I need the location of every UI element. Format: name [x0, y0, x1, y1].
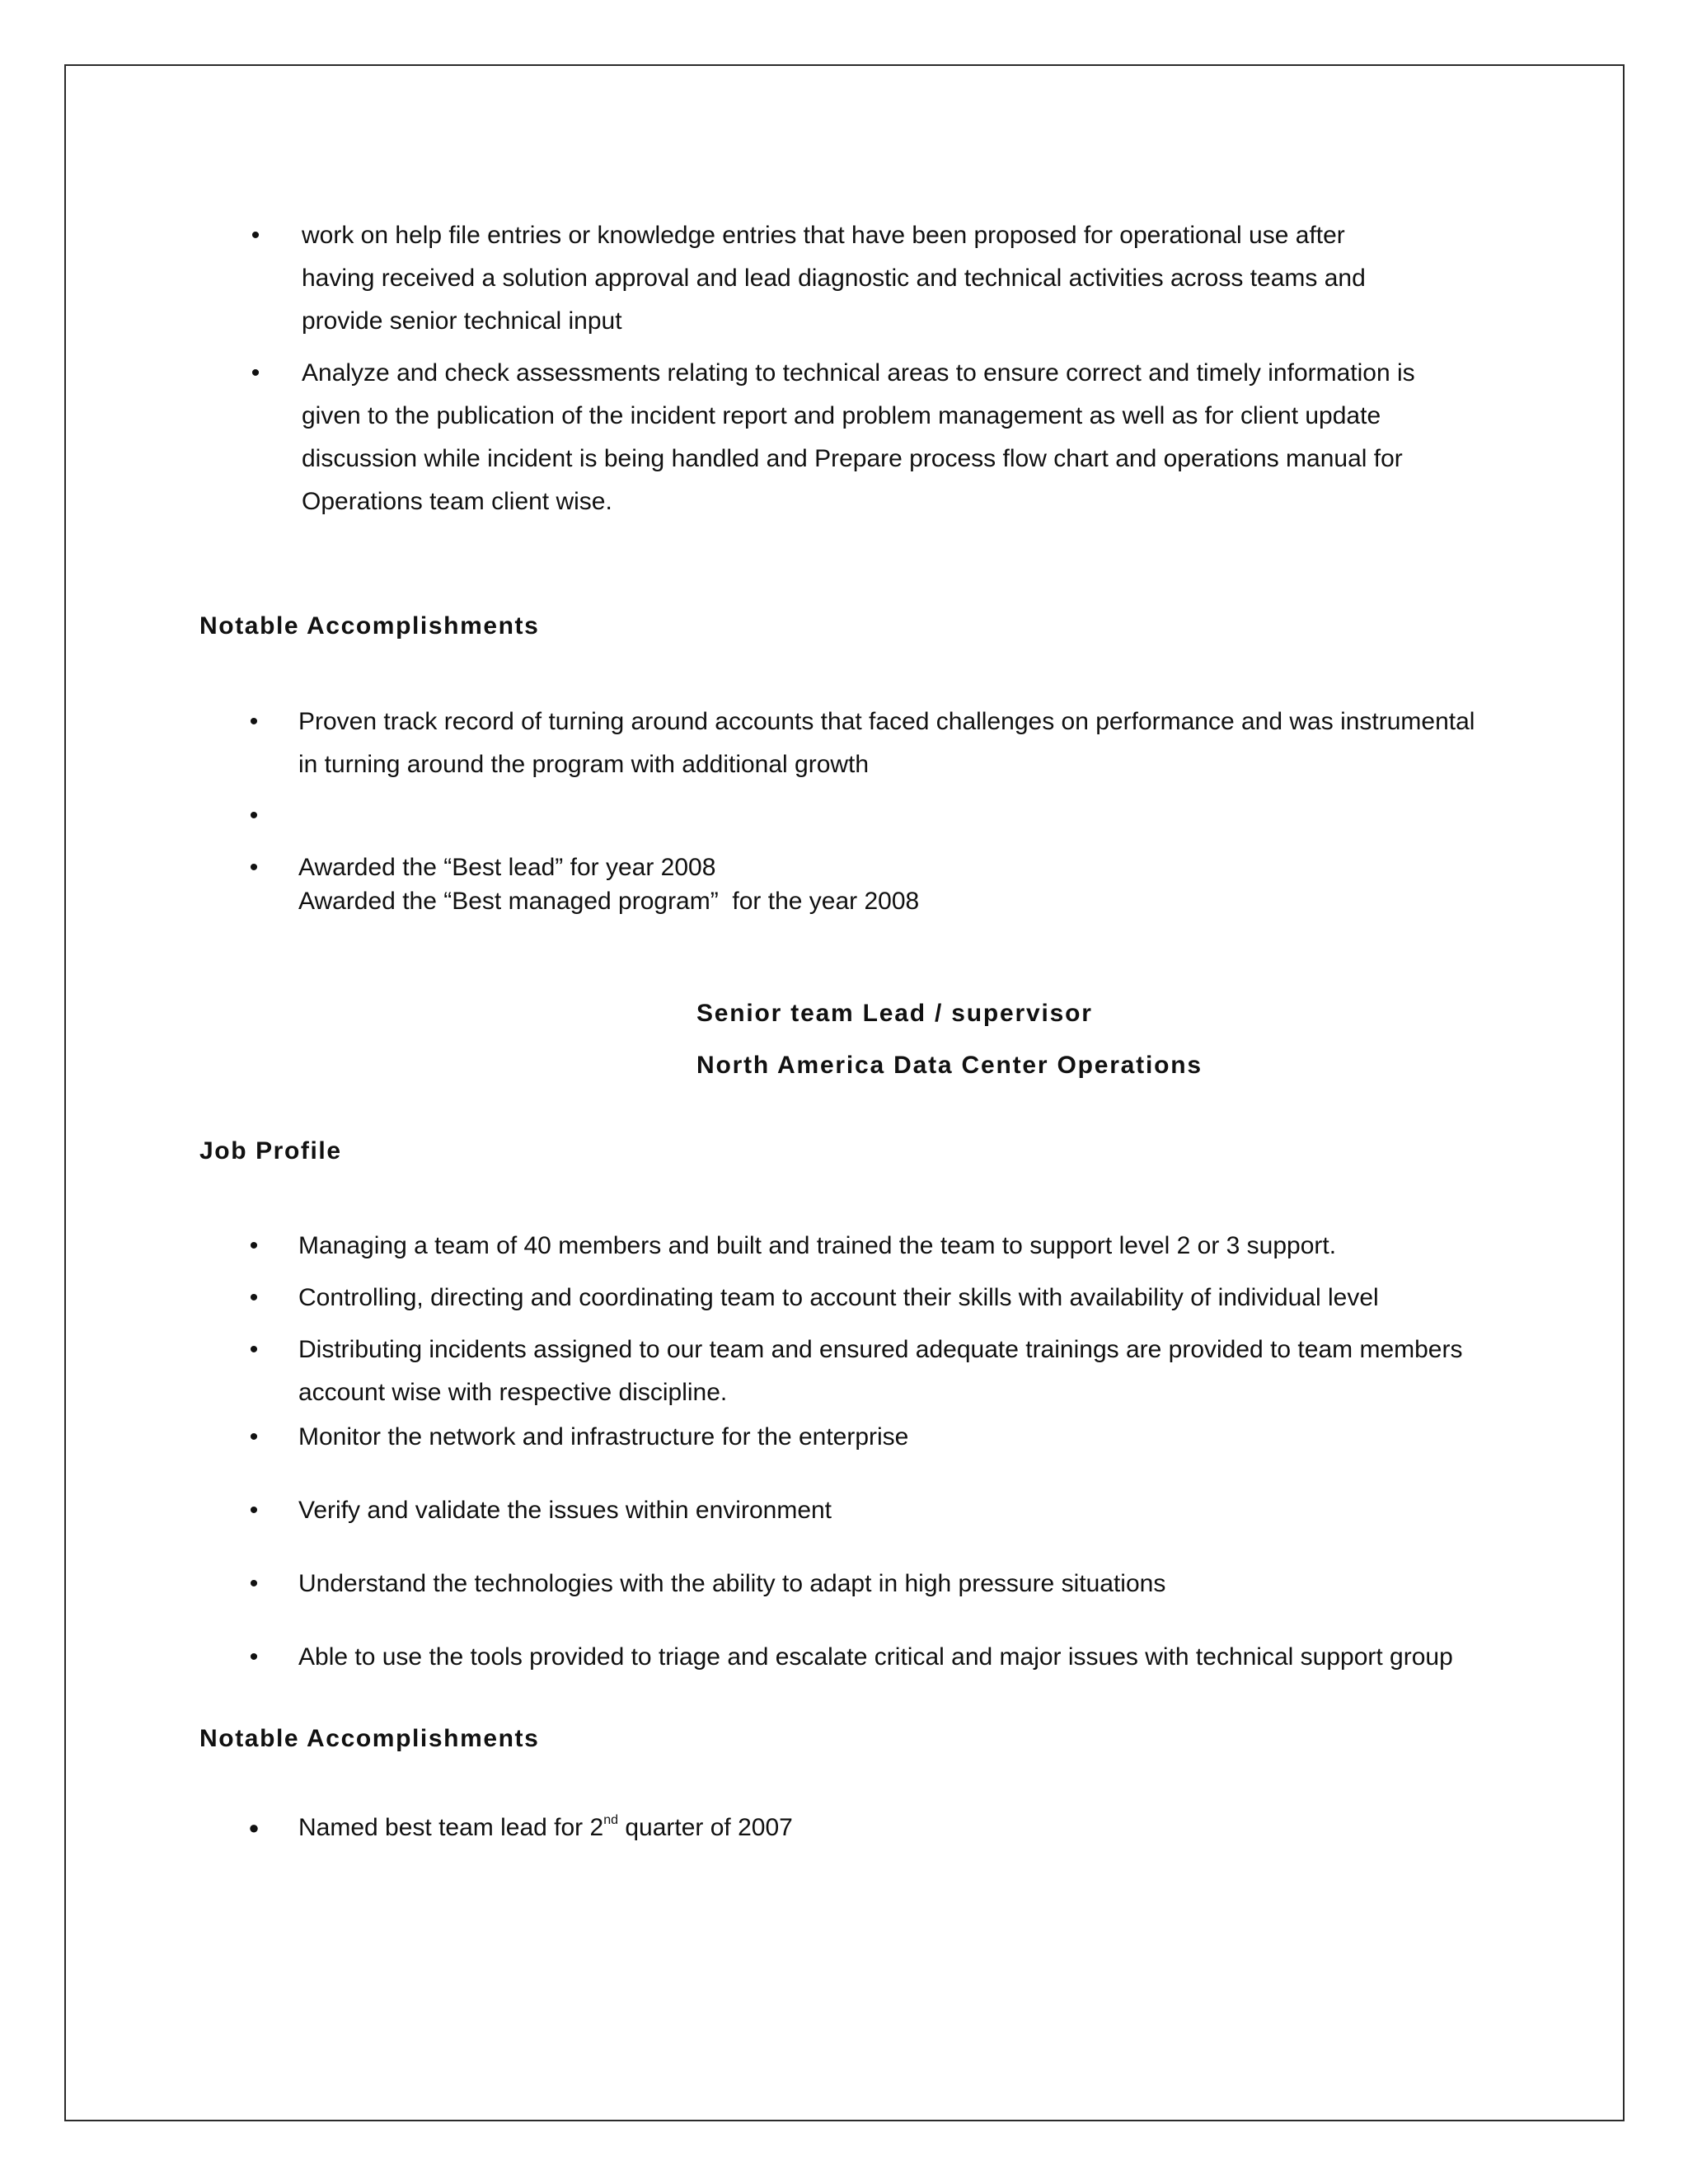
text-line: work on help file entries or knowledge entries that have been proposed for operational use after [302, 222, 1345, 249]
bullet-icon: • [249, 854, 259, 881]
role-title: Senior team Lead / supervisor [696, 1000, 1093, 1027]
text-line: Managing a team of 40 members and built and trained the team to support level 2 or 3 support. [298, 1232, 1337, 1259]
bullet-icon: • [251, 359, 260, 387]
section-heading: Notable Accomplishments [199, 1725, 540, 1752]
text-line: Operations team client wise. [302, 488, 612, 515]
section-heading: Job Profile [199, 1137, 342, 1165]
text-line: having received a solution approval and lead diagnostic and technical activities across teams and [302, 265, 1366, 292]
section-heading: Notable Accomplishments [199, 612, 540, 640]
text-line: Awarded the “Best managed program” for the year 2008 [298, 888, 920, 915]
text-line: provide senior technical input [302, 307, 622, 335]
text-line: in turning around the program with additional growth [298, 751, 870, 778]
text-line: Controlling, directing and coordinating team to account their skills with availability of individual level [298, 1284, 1379, 1311]
bullet-icon: • [249, 802, 259, 829]
role-department: North America Data Center Operations [696, 1052, 1203, 1079]
text-line: given to the publication of the incident report and problem management as well as for client update [302, 402, 1381, 429]
bullet-icon: • [249, 1423, 259, 1451]
text-line: discussion while incident is being handled and Prepare process flow chart and operations manual for [302, 445, 1403, 472]
bullet-icon: • [249, 1643, 259, 1671]
bullet-icon: • [251, 222, 260, 249]
text-line: Monitor the network and infrastructure for the enterprise [298, 1423, 909, 1451]
bullet-icon: • [249, 1336, 259, 1363]
text-line: Awarded the “Best lead” for year 2008 [298, 854, 716, 881]
bullet-icon: • [249, 1570, 259, 1597]
text-line: Analyze and check assessments relating to technical areas to ensure correct and timely information is [302, 359, 1415, 387]
bullet-icon: • [249, 1284, 259, 1311]
text-segment: Named best team lead for 2 [298, 1814, 604, 1841]
text-line: Able to use the tools provided to triage and escalate critical and major issues with technical support group [298, 1643, 1453, 1671]
bullet-icon: ● [248, 1817, 260, 1838]
text-line: Distributing incidents assigned to our team and ensured adequate trainings are provided to team members [298, 1336, 1463, 1363]
text-line: Understand the technologies with the ability to adapt in high pressure situations [298, 1570, 1166, 1597]
bullet-icon: • [249, 1232, 259, 1259]
bullet-icon: • [249, 708, 259, 735]
bullet-icon: • [249, 1497, 259, 1524]
superscript: nd [603, 1813, 618, 1827]
text-segment: quarter of 2007 [618, 1814, 793, 1841]
text-line: Proven track record of turning around accounts that faced challenges on performance and was instrumental [298, 708, 1475, 735]
text-line: account wise with respective discipline. [298, 1379, 728, 1406]
text-line: Verify and validate the issues within environment [298, 1497, 832, 1524]
